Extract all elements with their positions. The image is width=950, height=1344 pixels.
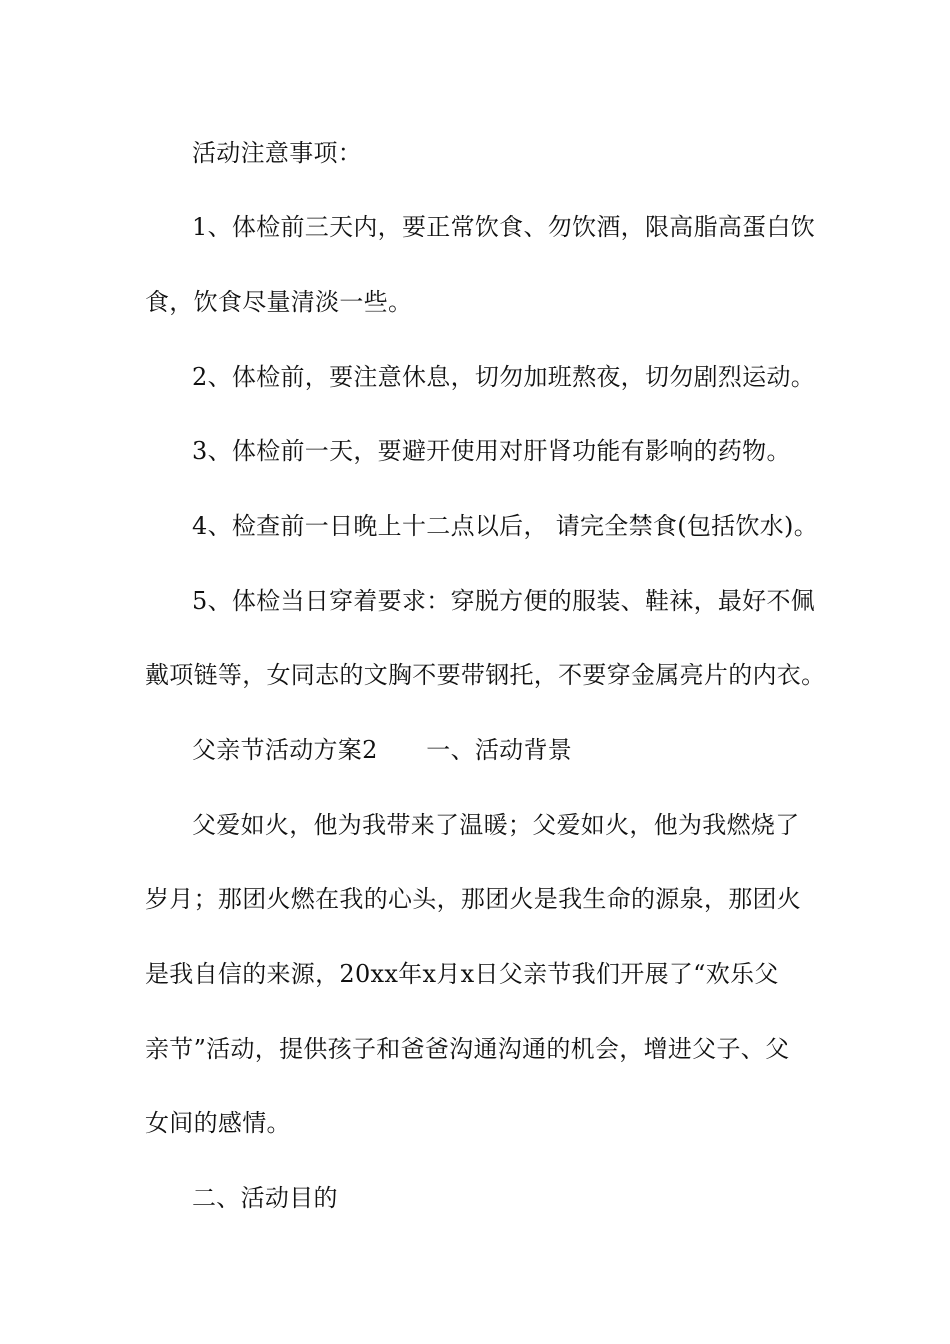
background-paragraph-line-2: 岁月；那团火燃在我的心头，那团火是我生命的源泉，那团火 bbox=[145, 885, 802, 913]
section-heading-background: 父亲节活动方案2 一、活动背景 bbox=[192, 736, 573, 764]
notice-item-4: 4、检查前一日晚上十二点以后， 请完全禁食(包括饮水)。 bbox=[192, 512, 819, 540]
notice-item-2: 2、体检前，要注意休息，切勿加班熬夜，切勿剧烈运动。 bbox=[192, 363, 816, 391]
notice-item-5-line-2: 戴项链等，女同志的文胸不要带钢托，不要穿金属亮片的内衣。 bbox=[145, 661, 826, 689]
notice-item-1-line-2: 食，饮食尽量清淡一些。 bbox=[145, 288, 413, 316]
notice-item-1-line-1: 1、体检前三天内，要正常饮食、勿饮酒，限高脂高蛋白饮 bbox=[192, 213, 816, 241]
background-paragraph-line-5: 女间的感情。 bbox=[145, 1109, 291, 1137]
background-paragraph-line-3: 是我自信的来源，20xx年x月x日父亲节我们开展了“欢乐父 bbox=[145, 960, 779, 988]
section-heading-purpose: 二、活动目的 bbox=[192, 1184, 338, 1212]
notice-heading: 活动注意事项： bbox=[192, 139, 363, 167]
background-paragraph-line-1: 父爱如火，他为我带来了温暖；父爱如火，他为我燃烧了 bbox=[192, 811, 800, 839]
background-paragraph-line-4: 亲节”活动，提供孩子和爸爸沟通沟通的机会，增进父子、父 bbox=[145, 1035, 790, 1063]
notice-item-3: 3、体检前一天，要避开使用对肝肾功能有影响的药物。 bbox=[192, 437, 791, 465]
notice-item-5-line-1: 5、体检当日穿着要求：穿脱方便的服装、鞋袜，最好不佩 bbox=[192, 587, 816, 615]
